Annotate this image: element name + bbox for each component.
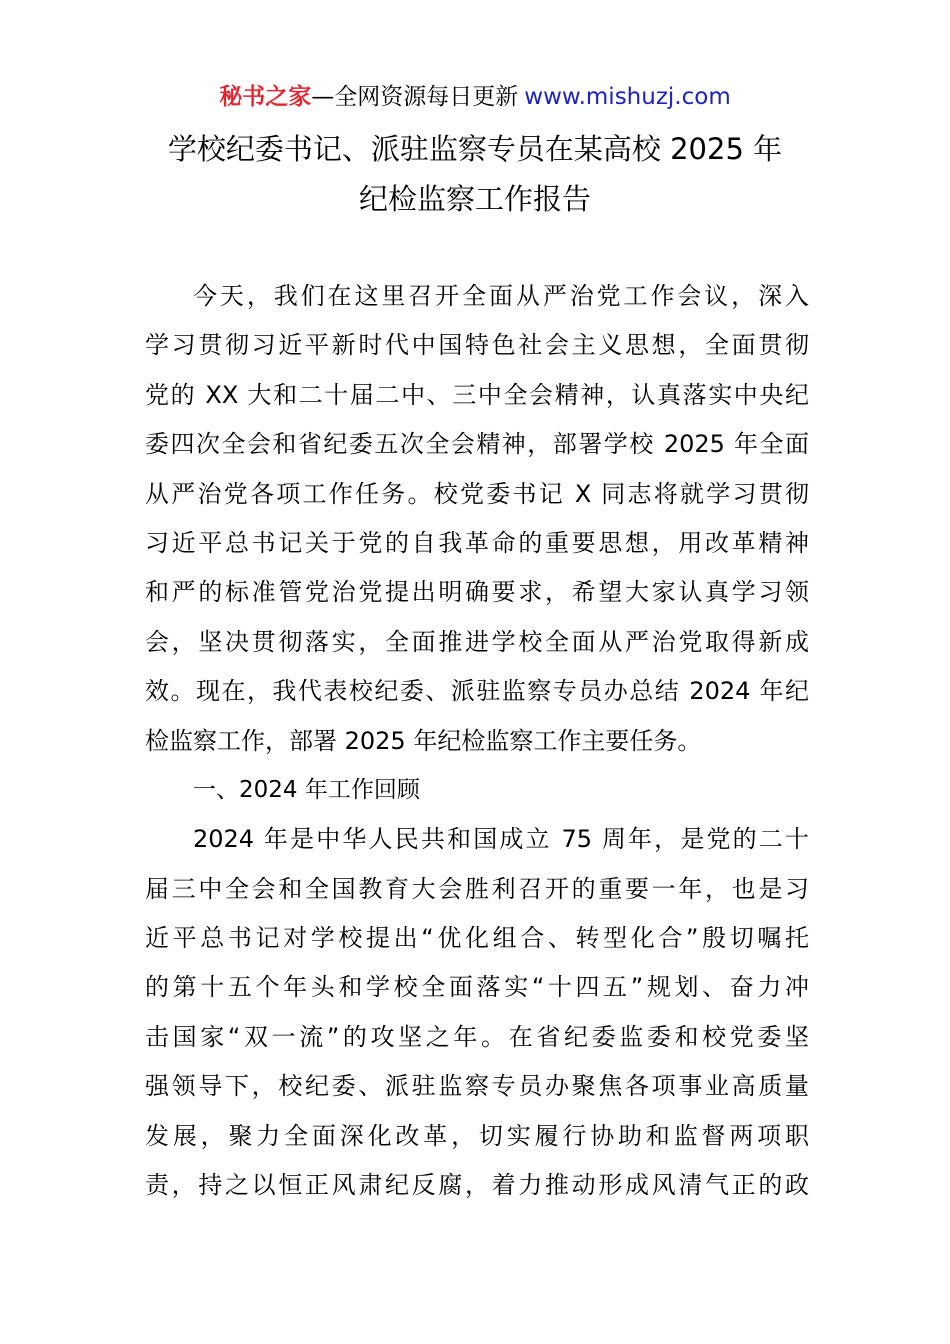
body-line: 从严治党各项工作任务。校党委书记 X 同志将就学习贯彻 xyxy=(145,479,809,508)
document-body xyxy=(145,272,809,1210)
body-line: 强领导下，校纪委、派驻监察专员办聚焦各项事业高质量 xyxy=(145,1072,809,1101)
site-header xyxy=(0,80,950,114)
body-line: 会，坚决贯彻落实，全面推进学校全面从严治党取得新成 xyxy=(145,627,809,656)
title-line-1: 学校纪委书记、派驻监察专员在某高校 2025 年 xyxy=(167,132,783,166)
site-brand: 秘书之家 xyxy=(219,84,312,110)
site-url: www.mishuzj.com xyxy=(524,84,731,110)
site-tagline: —全网资源每日更新 xyxy=(311,84,519,110)
body-line: 届三中全会和全国教育大会胜利召开的重要一年，也是习 xyxy=(145,874,809,903)
body-line: 委四次全会和省纪委五次全会精神，部署学校 2025 年全面 xyxy=(145,430,809,459)
body-line: 和严的标准管党治党提出明确要求，希望大家认真学习领 xyxy=(145,578,809,607)
body-line: 学习贯彻习近平新时代中国特色社会主义思想，全面贯彻 xyxy=(145,331,809,360)
body-line: 党的 XX 大和二十届二中、三中全会精神，认真落实中央纪 xyxy=(145,380,809,409)
body-line: 效。现在，我代表校纪委、派驻监察专员办总结 2024 年纪 xyxy=(145,677,809,706)
body-line: 击国家“双一流”的攻坚之年。在省纪委监委和校党委坚 xyxy=(145,1022,809,1051)
body-line: 的第十五个年头和学校全面落实“十四五”规划、奋力冲 xyxy=(145,973,809,1002)
body-line: 2024 年是中华人民共和国成立 75 周年，是党的二十 xyxy=(193,825,809,854)
title-line-2: 纪检监察工作报告 xyxy=(358,182,591,216)
body-line: 近平总书记对学校提出“优化组合、转型化合”殷切嘱托 xyxy=(145,924,809,953)
body-line: 发展，聚力全面深化改革，切实履行协助和监督两项职 xyxy=(145,1121,809,1150)
body-line: 习近平总书记关于党的自我革命的重要思想，用改革精神 xyxy=(145,528,809,557)
document-title xyxy=(100,124,850,224)
section-heading: 一、2024 年工作回顾 xyxy=(193,776,420,803)
body-line: 检监察工作，部署 2025 年纪检监察工作主要任务。 xyxy=(145,726,702,755)
body-line: 责，持之以恒正风肃纪反腐，着力推动形成风清气正的政 xyxy=(145,1171,809,1200)
body-line: 今天，我们在这里召开全面从严治党工作会议，深入 xyxy=(193,282,809,310)
